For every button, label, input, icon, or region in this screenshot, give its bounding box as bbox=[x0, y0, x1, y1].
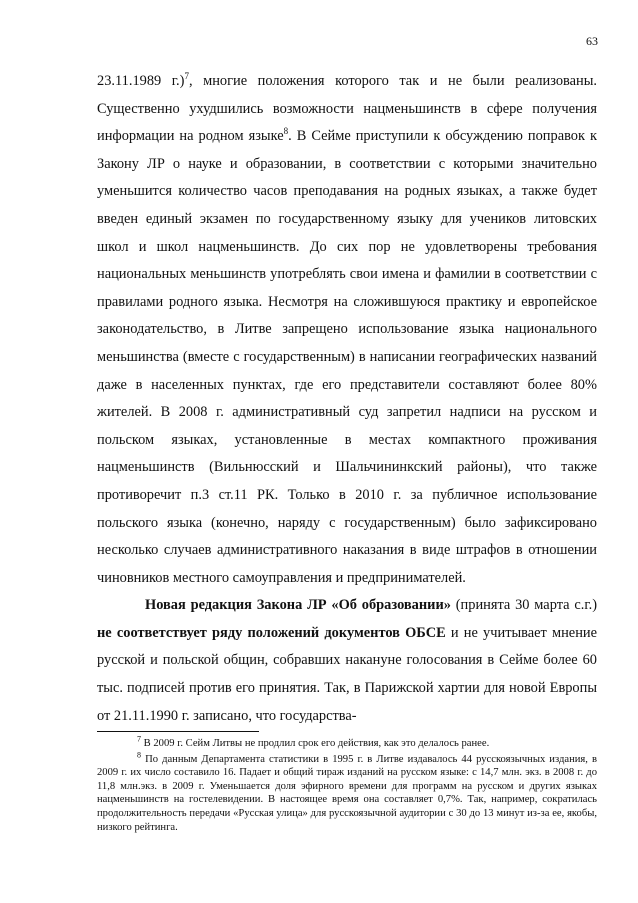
footnote-mark: 7 bbox=[137, 734, 141, 744]
footnote-mark: 8 bbox=[137, 750, 141, 760]
footnote-7 bbox=[97, 734, 597, 751]
footnote-separator bbox=[97, 731, 259, 732]
footnote-ref-8[interactable]: 8 bbox=[283, 126, 289, 137]
text-run: , многие положения которого так и не были реализованы. Существенно ухудшились возможности нацменьшинств в сфере получения информации на родном языке bbox=[97, 73, 597, 145]
bold-text-run: Новая редакция Закона ЛР «Об образовании» bbox=[145, 597, 451, 614]
footnote-ref-7[interactable]: 7 bbox=[184, 71, 189, 82]
text-run: 23.11.1989 г.) bbox=[97, 73, 185, 89]
paragraph-2 bbox=[97, 592, 597, 730]
paragraph-1 bbox=[97, 68, 597, 592]
text-run: . В Сейме приступили к обсуждению поправок к Закону ЛР о науке и образовании, в соответствии с которыми значительно уменьшится количество часов преподавания на родных языках, а также будет введен единый экзамен по государственному языку для учеников литовских школ и школ нацменьшинств. До сих пор не удовлетворены требования национальных меньшинств употреблять свои имена и фамилии в соответствии с правилами родного языка. Несмотря на сложившуюся практику и европейское законодательство, в Литве запрещено использование языка национального меньшинства (вместе с государственным) в написании географических названий даже в населенных пунктах, где его представители составляют более 80% жителей. В 2008 г. административный суд запретил надписи на русском и польском языках, установленные в местах компактного проживания нацменьшинств (Вильнюсский и Шальчининкский районы), что также противоречит п.3 ст.11 РК. Только в 2010 г. за публичное использование польского языка (конечно, наряду с государственным) было зафиксировано несколько случаев административного наказания в виде штрафов в отношении чиновников местного самоуправления и предпринимателей. bbox=[97, 128, 597, 586]
footnotes bbox=[97, 734, 597, 836]
page-number: 63 bbox=[586, 34, 598, 48]
body-text bbox=[97, 68, 597, 730]
footnote-text: В 2009 г. Сейм Литвы не продлил срок его действия, как это делалось ранее. bbox=[141, 738, 490, 749]
text-run: (принята 30 марта с.г.) bbox=[450, 597, 598, 614]
footnote-8 bbox=[97, 750, 597, 835]
footnote-text: По данным Департамента статистики в 1995 г. в Литве издавалось 44 русскоязычных издания, в 2009 г. их число составило 16. Падает и общий тираж изданий на русском языке: с 14,7 млн. экз. в 2008 г. до 11,8 млн.экз. в 2009 г. Уменьшается доля эфирного времени для программ на русском и других языках нацменьшинств на гостелевидении. В настоящее время она составляет 0,7%. Так, например, сократилась продолжительность передачи «Русская улица» для русскоязычной аудитории с 30 до 13 минут из-за ее, якобы, низкого рейтинга. bbox=[97, 753, 597, 833]
bold-text-run: не соответствует ряду положений документов ОБСЕ bbox=[97, 624, 446, 641]
text-run: и не учитывает мнение русской и польской общин, собравших накануне голосования в Сейме более 60 тыс. подписей против его принятия. Так, в Парижской хартии для новой Европы от 21.11.1990 г. записано, что государства- bbox=[97, 624, 597, 724]
